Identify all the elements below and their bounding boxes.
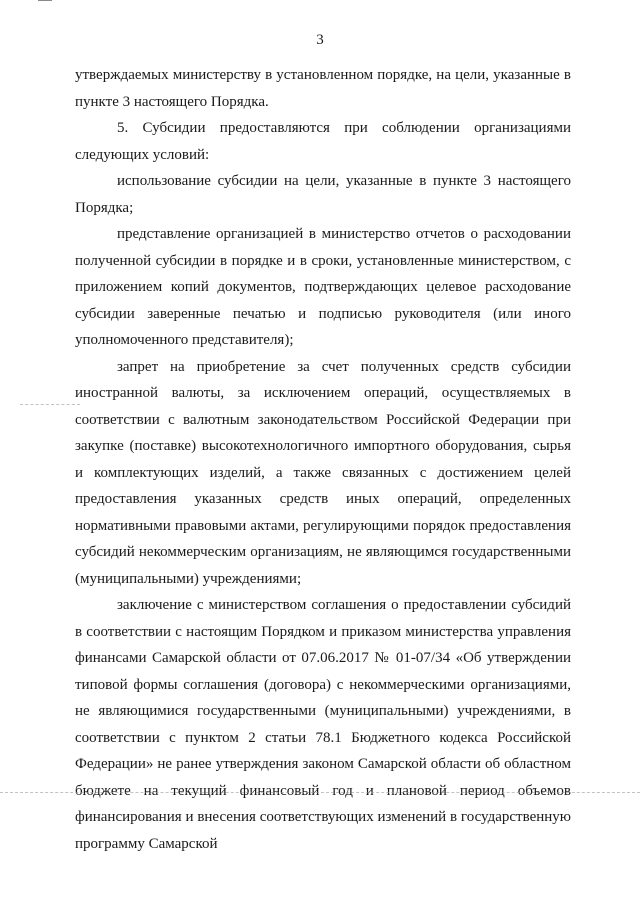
paragraph-condition-currency-ban: запрет на приобретение за счет полученных средств субсидии иностранной валюты, за исключением операций, осуществляемых в соответствии с валютным законодательством Российской Федерации при закупке (поставке) высокотехнологичного импортного оборудования, сырья и комплектующих изделий, а также связанных с достижением целей предоставления указанных средств иных операций, определенных нормативными правовыми актами, регулирующими порядок предоставления субсидий некоммерческим организациям, не являющимся государственными (муниципальными) учреждениями;: [75, 358, 571, 587]
scan-artifact-line: [0, 792, 640, 793]
scan-artifact-line: [20, 404, 80, 405]
paragraph-condition-purpose: использование субсидии на цели, указанные в пункте 3 настоящего Порядка;: [75, 173, 571, 216]
scan-edge-mark: [38, 0, 52, 1]
paragraph-condition-agreement: заключение с министерством соглашения о предоставлении субсидий в соответствии с настоящим Порядком и приказом министерства управления финансами Самарской области от 07.06.2017 № 01-07/34 «Об утверждении типовой формы соглашения (договора) с некоммерческими организациями, не являющимися государственными (муниципальными) учреждениями, в соответствии с пунктом 2 статьи 78.1 Бюджетного кодекса Российской Федерации» не ранее утверждения законом Самарской области об областном бюджете на текущий финансовый год и плановой период объемов финансирования и внесения соответствующих изменений в государственную программу Самарской: [75, 597, 571, 852]
page-number: 3: [316, 32, 324, 48]
document-body: [75, 62, 571, 857]
paragraph-condition-reports: представление организацией в министерство отчетов о расходовании полученной субсидии в порядке и в сроки, установленные министерством, с приложением копий документов, подтверждающих целевое расходование субсидии заверенные печатью и подписью руководителя (или иного уполномоченного представителя);: [75, 226, 571, 348]
paragraph-continuation: утверждаемых министерству в установленном порядке, на цели, указанные в пункте 3 настоящего Порядка.: [75, 67, 571, 110]
paragraph-clause-5: 5. Субсидии предоставляются при соблюдении организациями следующих условий:: [75, 120, 571, 163]
